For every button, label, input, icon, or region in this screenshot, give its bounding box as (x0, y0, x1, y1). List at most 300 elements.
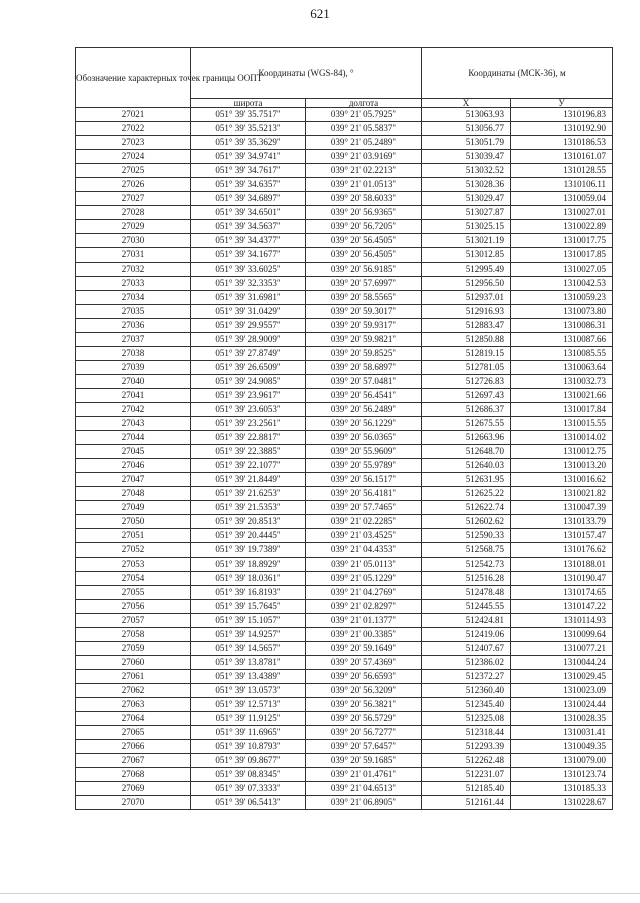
header-longitude: долгота (306, 99, 422, 108)
point-id-cell: 27038 (76, 346, 191, 360)
table-row (76, 417, 613, 431)
point-id-cell: 27032 (76, 262, 191, 276)
y-coord-cell: 1310087.66 (511, 332, 613, 346)
table-row (76, 754, 613, 768)
latitude-cell: 051° 39' 18.8929" (191, 557, 306, 571)
y-coord-cell: 1310022.89 (511, 220, 613, 234)
y-coord-cell: 1310133.79 (511, 515, 613, 529)
y-coord-cell: 1310079.00 (511, 754, 613, 768)
latitude-cell: 051° 39' 29.9557" (191, 318, 306, 332)
table-body (76, 108, 613, 810)
footer-divider (0, 893, 640, 894)
point-id-cell: 27041 (76, 388, 191, 402)
y-coord-cell: 1310027.05 (511, 262, 613, 276)
x-coord-cell: 512360.40 (422, 683, 511, 697)
point-id-cell: 27024 (76, 150, 191, 164)
x-coord-cell: 513021.19 (422, 234, 511, 248)
x-coord-cell: 512916.93 (422, 304, 511, 318)
x-coord-cell: 512407.67 (422, 641, 511, 655)
latitude-cell: 051° 39' 06.5413" (191, 796, 306, 810)
latitude-cell: 051° 39' 19.7389" (191, 543, 306, 557)
longitude-cell: 039° 20' 59.3017" (306, 304, 422, 318)
longitude-cell: 039° 20' 57.4369" (306, 655, 422, 669)
table-row (76, 234, 613, 248)
longitude-cell: 039° 20' 57.6997" (306, 276, 422, 290)
latitude-cell: 051° 39' 11.9125" (191, 712, 306, 726)
table-row (76, 290, 613, 304)
page-number: 621 (310, 6, 330, 21)
x-coord-cell: 512318.44 (422, 726, 511, 740)
table-row (76, 599, 613, 613)
x-coord-cell: 512293.39 (422, 740, 511, 754)
table-row (76, 304, 613, 318)
latitude-cell: 051° 39' 22.1077" (191, 459, 306, 473)
longitude-cell: 039° 21' 04.4353" (306, 543, 422, 557)
point-id-cell: 27058 (76, 627, 191, 641)
point-id-cell: 27048 (76, 487, 191, 501)
x-coord-cell: 513056.77 (422, 122, 511, 136)
x-coord-cell: 512937.01 (422, 290, 511, 304)
longitude-cell: 039° 21' 00.3385" (306, 627, 422, 641)
longitude-cell: 039° 21' 01.1377" (306, 613, 422, 627)
point-id-cell: 27035 (76, 304, 191, 318)
latitude-cell: 051° 39' 23.2561" (191, 417, 306, 431)
table-row (76, 445, 613, 459)
longitude-cell: 039° 21' 05.7925" (306, 108, 422, 122)
table-row (76, 796, 613, 810)
longitude-cell: 039° 20' 56.2489" (306, 402, 422, 416)
point-id-cell: 27068 (76, 768, 191, 782)
y-coord-cell: 1310023.09 (511, 683, 613, 697)
point-id-cell: 27056 (76, 599, 191, 613)
x-coord-cell: 512478.48 (422, 585, 511, 599)
x-coord-cell: 512956.50 (422, 276, 511, 290)
point-id-cell: 27054 (76, 571, 191, 585)
longitude-cell: 039° 21' 02.2213" (306, 164, 422, 178)
latitude-cell: 051° 39' 16.8193" (191, 585, 306, 599)
header-wgs84: Координаты (WGS-84), ° (191, 48, 422, 99)
longitude-cell: 039° 20' 59.9821" (306, 332, 422, 346)
longitude-cell: 039° 20' 57.7465" (306, 501, 422, 515)
longitude-cell: 039° 20' 56.1229" (306, 417, 422, 431)
latitude-cell: 051° 39' 22.8817" (191, 431, 306, 445)
table-row (76, 641, 613, 655)
y-coord-cell: 1310073.80 (511, 304, 613, 318)
x-coord-cell: 512445.55 (422, 599, 511, 613)
y-coord-cell: 1310032.73 (511, 374, 613, 388)
x-coord-cell: 512631.95 (422, 473, 511, 487)
longitude-cell: 039° 21' 02.8297" (306, 599, 422, 613)
table-row (76, 501, 613, 515)
table-row (76, 388, 613, 402)
longitude-cell: 039° 20' 57.6457" (306, 740, 422, 754)
x-coord-cell: 512516.28 (422, 571, 511, 585)
longitude-cell: 039° 20' 58.6897" (306, 360, 422, 374)
table-row (76, 627, 613, 641)
table-row (76, 683, 613, 697)
y-coord-cell: 1310190.47 (511, 571, 613, 585)
point-id-cell: 27043 (76, 417, 191, 431)
table-row (76, 712, 613, 726)
latitude-cell: 051° 39' 21.5353" (191, 501, 306, 515)
y-coord-cell: 1310029.45 (511, 669, 613, 683)
y-coord-cell: 1310228.67 (511, 796, 613, 810)
latitude-cell: 051° 39' 26.6509" (191, 360, 306, 374)
table-row (76, 360, 613, 374)
latitude-cell: 051° 39' 13.4389" (191, 669, 306, 683)
header-latitude: широта (191, 99, 306, 108)
longitude-cell: 039° 20' 55.9789" (306, 459, 422, 473)
table-row (76, 122, 613, 136)
table-row (76, 515, 613, 529)
point-id-cell: 27063 (76, 697, 191, 711)
longitude-cell: 039° 20' 56.7277" (306, 726, 422, 740)
x-coord-cell: 512419.06 (422, 627, 511, 641)
longitude-cell: 039° 21' 05.5837" (306, 122, 422, 136)
latitude-cell: 051° 39' 28.9009" (191, 332, 306, 346)
table-row (76, 473, 613, 487)
point-id-cell: 27045 (76, 445, 191, 459)
y-coord-cell: 1310114.93 (511, 613, 613, 627)
latitude-cell: 051° 39' 34.5637" (191, 220, 306, 234)
x-coord-cell: 512622.74 (422, 501, 511, 515)
latitude-cell: 051° 39' 15.7645" (191, 599, 306, 613)
point-id-cell: 27061 (76, 669, 191, 683)
y-coord-cell: 1310021.82 (511, 487, 613, 501)
x-coord-cell: 512602.62 (422, 515, 511, 529)
y-coord-cell: 1310021.66 (511, 388, 613, 402)
x-coord-cell: 513012.85 (422, 248, 511, 262)
longitude-cell: 039° 20' 56.1517" (306, 473, 422, 487)
latitude-cell: 051° 39' 09.8677" (191, 754, 306, 768)
y-coord-cell: 1310147.22 (511, 599, 613, 613)
longitude-cell: 039° 20' 58.5565" (306, 290, 422, 304)
longitude-cell: 039° 20' 58.6033" (306, 192, 422, 206)
x-coord-cell: 513051.79 (422, 136, 511, 150)
point-id-cell: 27067 (76, 754, 191, 768)
point-id-cell: 27027 (76, 192, 191, 206)
y-coord-cell: 1310017.75 (511, 234, 613, 248)
longitude-cell: 039° 20' 56.7205" (306, 220, 422, 234)
latitude-cell: 051° 39' 32.3353" (191, 276, 306, 290)
table-row (76, 164, 613, 178)
latitude-cell: 051° 39' 12.5713" (191, 697, 306, 711)
x-coord-cell: 512697.43 (422, 388, 511, 402)
latitude-cell: 051° 39' 34.6897" (191, 192, 306, 206)
point-id-cell: 27052 (76, 543, 191, 557)
y-coord-cell: 1310059.23 (511, 290, 613, 304)
table-row (76, 178, 613, 192)
point-id-cell: 27026 (76, 178, 191, 192)
x-coord-cell: 512686.37 (422, 402, 511, 416)
latitude-cell: 051° 39' 35.3629" (191, 136, 306, 150)
longitude-cell: 039° 20' 56.4505" (306, 234, 422, 248)
table-row (76, 613, 613, 627)
point-id-cell: 27049 (76, 501, 191, 515)
longitude-cell: 039° 20' 56.4181" (306, 487, 422, 501)
latitude-cell: 051° 39' 34.1677" (191, 248, 306, 262)
point-id-cell: 27031 (76, 248, 191, 262)
y-coord-cell: 1310042.53 (511, 276, 613, 290)
longitude-cell: 039° 20' 56.6593" (306, 669, 422, 683)
x-coord-cell: 512161.44 (422, 796, 511, 810)
x-coord-cell: 512231.07 (422, 768, 511, 782)
latitude-cell: 051° 39' 33.6025" (191, 262, 306, 276)
x-coord-cell: 512386.02 (422, 655, 511, 669)
y-coord-cell: 1310014.02 (511, 431, 613, 445)
point-id-cell: 27021 (76, 108, 191, 122)
latitude-cell: 051° 39' 14.9257" (191, 627, 306, 641)
point-id-cell: 27070 (76, 796, 191, 810)
x-coord-cell: 512781.05 (422, 360, 511, 374)
point-id-cell: 27057 (76, 613, 191, 627)
longitude-cell: 039° 20' 59.8525" (306, 346, 422, 360)
y-coord-cell: 1310017.84 (511, 402, 613, 416)
y-coord-cell: 1310085.55 (511, 346, 613, 360)
table-row (76, 543, 613, 557)
y-coord-cell: 1310086.31 (511, 318, 613, 332)
table-row (76, 332, 613, 346)
point-id-cell: 27055 (76, 585, 191, 599)
header-msk36: Координаты (МСК-36), м (422, 48, 613, 99)
longitude-cell: 039° 20' 59.9317" (306, 318, 422, 332)
y-coord-cell: 1310174.65 (511, 585, 613, 599)
y-coord-cell: 1310059.04 (511, 192, 613, 206)
latitude-cell: 051° 39' 27.8749" (191, 346, 306, 360)
table-row (76, 318, 613, 332)
y-coord-cell: 1310157.47 (511, 529, 613, 543)
y-coord-cell: 1310013.20 (511, 459, 613, 473)
point-id-cell: 27022 (76, 122, 191, 136)
point-id-cell: 27051 (76, 529, 191, 543)
point-id-cell: 27042 (76, 402, 191, 416)
longitude-cell: 039° 20' 56.5729" (306, 712, 422, 726)
y-coord-cell: 1310106.11 (511, 178, 613, 192)
point-id-cell: 27028 (76, 206, 191, 220)
longitude-cell: 039° 21' 05.2489" (306, 136, 422, 150)
longitude-cell: 039° 20' 56.9365" (306, 206, 422, 220)
latitude-cell: 051° 39' 34.6357" (191, 178, 306, 192)
y-coord-cell: 1310012.75 (511, 445, 613, 459)
x-coord-cell: 513063.93 (422, 108, 511, 122)
latitude-cell: 051° 39' 10.8793" (191, 740, 306, 754)
table-row (76, 374, 613, 388)
table-row (76, 192, 613, 206)
latitude-cell: 051° 39' 22.3885" (191, 445, 306, 459)
y-coord-cell: 1310185.33 (511, 782, 613, 796)
header-points: Обозначение характерных точек границы ООПТ (76, 48, 191, 108)
point-id-cell: 27033 (76, 276, 191, 290)
x-coord-cell: 512185.40 (422, 782, 511, 796)
x-coord-cell: 513028.36 (422, 178, 511, 192)
table-row (76, 571, 613, 585)
point-id-cell: 27023 (76, 136, 191, 150)
latitude-cell: 051° 39' 07.3333" (191, 782, 306, 796)
longitude-cell: 039° 20' 56.9185" (306, 262, 422, 276)
x-coord-cell: 512819.15 (422, 346, 511, 360)
longitude-cell: 039° 20' 56.3209" (306, 683, 422, 697)
y-coord-cell: 1310044.24 (511, 655, 613, 669)
table-row (76, 220, 613, 234)
longitude-cell: 039° 21' 04.6513" (306, 782, 422, 796)
longitude-cell: 039° 21' 01.4761" (306, 768, 422, 782)
x-coord-cell: 512648.70 (422, 445, 511, 459)
table-row (76, 557, 613, 571)
table-row (76, 262, 613, 276)
point-id-cell: 27037 (76, 332, 191, 346)
point-id-cell: 27050 (76, 515, 191, 529)
latitude-cell: 051° 39' 31.6981" (191, 290, 306, 304)
table-row (76, 136, 613, 150)
x-coord-cell: 512542.73 (422, 557, 511, 571)
y-coord-cell: 1310099.64 (511, 627, 613, 641)
x-coord-cell: 513039.47 (422, 150, 511, 164)
y-coord-cell: 1310017.85 (511, 248, 613, 262)
table-row (76, 697, 613, 711)
point-id-cell: 27066 (76, 740, 191, 754)
point-id-cell: 27040 (76, 374, 191, 388)
latitude-cell: 051° 39' 31.0429" (191, 304, 306, 318)
latitude-cell: 051° 39' 23.9617" (191, 388, 306, 402)
latitude-cell: 051° 39' 34.7617" (191, 164, 306, 178)
longitude-cell: 039° 20' 59.1649" (306, 641, 422, 655)
table-row (76, 740, 613, 754)
y-coord-cell: 1310031.41 (511, 726, 613, 740)
y-coord-cell: 1310049.35 (511, 740, 613, 754)
x-coord-cell: 512372.27 (422, 669, 511, 683)
latitude-cell: 051° 39' 21.6253" (191, 487, 306, 501)
x-coord-cell: 512568.75 (422, 543, 511, 557)
longitude-cell: 039° 21' 03.9169" (306, 150, 422, 164)
y-coord-cell: 1310016.62 (511, 473, 613, 487)
table-row (76, 655, 613, 669)
point-id-cell: 27059 (76, 641, 191, 655)
latitude-cell: 051° 39' 34.4377" (191, 234, 306, 248)
point-id-cell: 27047 (76, 473, 191, 487)
y-coord-cell: 1310192.90 (511, 122, 613, 136)
point-id-cell: 27025 (76, 164, 191, 178)
point-id-cell: 27064 (76, 712, 191, 726)
longitude-cell: 039° 21' 02.2285" (306, 515, 422, 529)
point-id-cell: 27036 (76, 318, 191, 332)
longitude-cell: 039° 20' 56.4541" (306, 388, 422, 402)
x-coord-cell: 512325.08 (422, 712, 511, 726)
latitude-cell: 051° 39' 15.1057" (191, 613, 306, 627)
longitude-cell: 039° 21' 03.4525" (306, 529, 422, 543)
x-coord-cell: 513027.87 (422, 206, 511, 220)
longitude-cell: 039° 20' 56.3821" (306, 697, 422, 711)
latitude-cell: 051° 39' 20.8513" (191, 515, 306, 529)
y-coord-cell: 1310024.44 (511, 697, 613, 711)
latitude-cell: 051° 39' 21.8449" (191, 473, 306, 487)
y-coord-cell: 1310015.55 (511, 417, 613, 431)
point-id-cell: 27034 (76, 290, 191, 304)
latitude-cell: 051° 39' 20.4445" (191, 529, 306, 543)
longitude-cell: 039° 20' 55.9609" (306, 445, 422, 459)
x-coord-cell: 512995.49 (422, 262, 511, 276)
longitude-cell: 039° 20' 56.4505" (306, 248, 422, 262)
table-row (76, 206, 613, 220)
table-row (76, 669, 613, 683)
point-id-cell: 27030 (76, 234, 191, 248)
x-coord-cell: 512625.22 (422, 487, 511, 501)
table-row (76, 346, 613, 360)
y-coord-cell: 1310188.01 (511, 557, 613, 571)
table-row (76, 431, 613, 445)
latitude-cell: 051° 39' 35.5213" (191, 122, 306, 136)
x-coord-cell: 512424.81 (422, 613, 511, 627)
latitude-cell: 051° 39' 11.6965" (191, 726, 306, 740)
x-coord-cell: 513025.15 (422, 220, 511, 234)
longitude-cell: 039° 21' 04.2769" (306, 585, 422, 599)
point-id-cell: 27044 (76, 431, 191, 445)
latitude-cell: 051° 39' 23.6053" (191, 402, 306, 416)
y-coord-cell: 1310161.07 (511, 150, 613, 164)
latitude-cell: 051° 39' 13.8781" (191, 655, 306, 669)
latitude-cell: 051° 39' 34.9741" (191, 150, 306, 164)
point-id-cell: 27065 (76, 726, 191, 740)
x-coord-cell: 513029.47 (422, 192, 511, 206)
point-id-cell: 27046 (76, 459, 191, 473)
latitude-cell: 051° 39' 08.8345" (191, 768, 306, 782)
x-coord-cell: 512883.47 (422, 318, 511, 332)
table-row (76, 768, 613, 782)
table-row (76, 585, 613, 599)
longitude-cell: 039° 20' 59.1685" (306, 754, 422, 768)
x-coord-cell: 512850.88 (422, 332, 511, 346)
y-coord-cell: 1310047.39 (511, 501, 613, 515)
longitude-cell: 039° 21' 06.8905" (306, 796, 422, 810)
latitude-cell: 051° 39' 18.0361" (191, 571, 306, 585)
x-coord-cell: 513032.52 (422, 164, 511, 178)
point-id-cell: 27053 (76, 557, 191, 571)
x-coord-cell: 512726.83 (422, 374, 511, 388)
table-row (76, 276, 613, 290)
latitude-cell: 051° 39' 13.0573" (191, 683, 306, 697)
latitude-cell: 051° 39' 14.5657" (191, 641, 306, 655)
table-row (76, 459, 613, 473)
longitude-cell: 039° 20' 57.0481" (306, 374, 422, 388)
header-x: X (422, 99, 511, 108)
point-id-cell: 27069 (76, 782, 191, 796)
y-coord-cell: 1310123.74 (511, 768, 613, 782)
y-coord-cell: 1310027.01 (511, 206, 613, 220)
table-row (76, 108, 613, 122)
y-coord-cell: 1310063.64 (511, 360, 613, 374)
table-row (76, 782, 613, 796)
table-row (76, 402, 613, 416)
latitude-cell: 051° 39' 35.7517" (191, 108, 306, 122)
y-coord-cell: 1310128.55 (511, 164, 613, 178)
point-id-cell: 27060 (76, 655, 191, 669)
point-id-cell: 27039 (76, 360, 191, 374)
table-row (76, 529, 613, 543)
longitude-cell: 039° 20' 56.0365" (306, 431, 422, 445)
latitude-cell: 051° 39' 24.9085" (191, 374, 306, 388)
longitude-cell: 039° 21' 05.1229" (306, 571, 422, 585)
point-id-cell: 27029 (76, 220, 191, 234)
y-coord-cell: 1310077.21 (511, 641, 613, 655)
x-coord-cell: 512640.03 (422, 459, 511, 473)
y-coord-cell: 1310186.53 (511, 136, 613, 150)
y-coord-cell: 1310196.83 (511, 108, 613, 122)
y-coord-cell: 1310176.62 (511, 543, 613, 557)
header-y: У (511, 99, 613, 108)
latitude-cell: 051° 39' 34.6501" (191, 206, 306, 220)
longitude-cell: 039° 21' 05.0113" (306, 557, 422, 571)
table-row (76, 487, 613, 501)
table-row (76, 150, 613, 164)
